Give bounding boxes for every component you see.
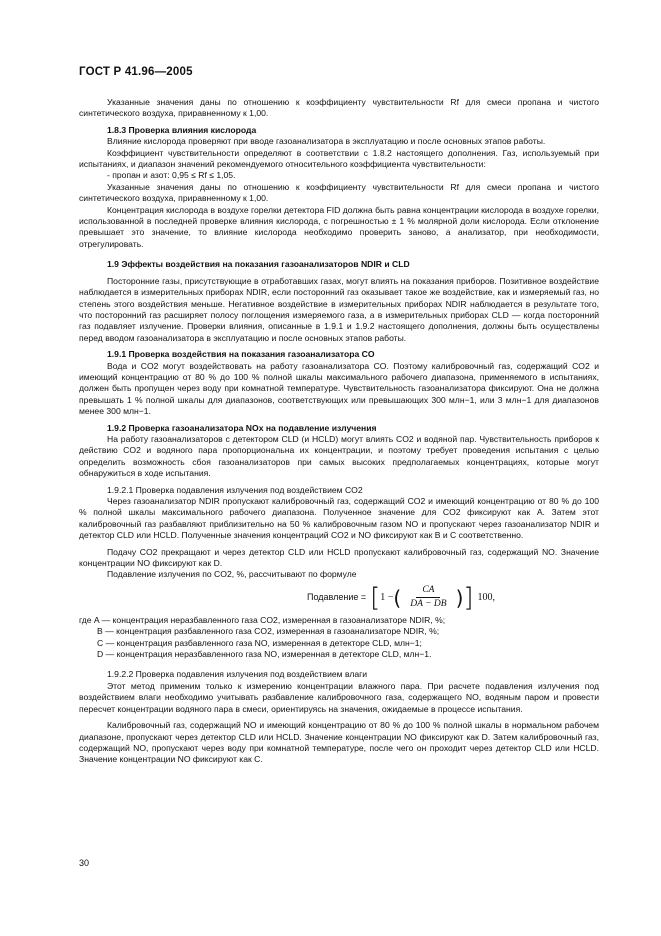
formula-paren-open: ( [393, 585, 402, 610]
definition-item: D — концентрация неразбавленного газа NO, измеренная в детекторе CLD, млн−1. [97, 649, 432, 660]
subsection-heading: 1.9.2.2 Проверка подавления излучения под воздействием влаги [107, 669, 368, 680]
suppression-formula [307, 582, 599, 613]
section-heading: 1.8.3 Проверка влияния кислорода [107, 124, 257, 135]
formula-numerator: CA [416, 585, 440, 598]
paragraph: Указанные значения даны по отношению к коэффициенту чувствительности Rf для смеси пропана и чистого синтетического воздуха, приравненному к 1,00. [79, 97, 599, 119]
paragraph: На работу газоанализаторов с детектором CLD (и HCLD) могут влиять CO2 и водяной пар. Чувствительность приборов к действию CO2 и водяного пара пропорциональна их концентрации, и поэтому требует проведения испытания с целью определить возможность сбоя газоанализаторов при самых высоких предполагаемых концентрациях, которые могут обнаружиться в ходе испытания. [79, 433, 599, 479]
definition-item: C — концентрация разбавленного газа NO, измеренная в детекторе CLD, млн−1; [97, 637, 422, 648]
page-number: 30 [79, 858, 90, 868]
section-heading: 1.9.1 Проверка воздействия на показания газоанализатора CO [107, 349, 375, 360]
paragraph: Этот метод применим только к измерению концентрации влажного пара. При расчете подавления излучения под воздействием влаги необходимо учитывать разбавление калибровочного газа, содержащего NO, водяным паром и провести пересчет концентрации водяного пара в смеси, ориентируясь на значения, ожидаемые в процессе испытания. [79, 680, 599, 714]
paragraph: Подачу CO2 прекращают и через детектор CLD или HCLD пропускают калибровочный газ, содержащий NO. Значение концентрации NO фиксируют как D. [79, 546, 599, 569]
formula-bracket-open: [ [370, 582, 381, 613]
formula-denominator: DA − DB [410, 599, 447, 610]
paragraph: Посторонние газы, присутствующие в отработавших газах, могут влиять на показания приборов. Позитивное воздействие наблюдается в измерительных приборах NDIR, если посторонний газ оказывает такое же воздействие, как и измеряемый газ, но степень этого воздействия меньше. Негативное воздействие в измерительных приборах NDIR наблюдается в результате того, что посторонний газ расширяет полосу поглощения измеряемого газа, а в измерительных приборах CLD — когда посторонний газ подавляет излучение. Проверки влияния, описанные в 1.9.1 и 1.9.2 настоящего дополнения, должны быть осуществлены перед вводом газоанализатора в эксплуатацию и после основных этапов работы. [79, 275, 599, 343]
document-body [79, 97, 599, 766]
section-heading: 1.9.2 Проверка газоанализатора NOx на подавление излучения [107, 422, 377, 433]
formula-fraction [404, 585, 452, 611]
definition-item: B — концентрация разбавленного газа CO2, измеренная в газоанализаторе NDIR, %; [97, 626, 440, 637]
formula-factor: 100, [477, 592, 496, 604]
definitions-list [79, 615, 599, 661]
formula-lhs: Подавление = [307, 592, 367, 603]
section-heading: 1.9 Эффекты воздействия на показания газоанализаторов NDIR и CLD [107, 259, 410, 270]
paragraph: Концентрация кислорода в воздухе горелки детектора FID должна быть равна концентрации кислорода в воздухе горелки, использованной в последней проверке влияния кислорода, с погрешностью ± 1 % молярной доли кислорода. Если отклонение превышает это значение, то влияние кислорода необходимо проверить заново, а анализатор, при необходимости, отрегулировать. [79, 204, 599, 249]
paragraph: Влияние кислорода проверяют при вводе газоанализатора в эксплуатацию и после основных этапов работы. [107, 136, 546, 147]
paragraph: Коэффициент чувствительности определяют в соответствии с 1.8.2 настоящего дополнения. Газ, используемый при испытаниях, и диапазон значений рекомендуемого относительного коэффициента чувствительности: [79, 147, 599, 170]
formula-paren-close: ) [455, 585, 464, 610]
definition-item: где A — концентрация неразбавленного газа CO2, измеренная в газоанализаторе NDIR, %; [79, 614, 446, 625]
paragraph: Через газоанализатор NDIR пропускают калибровочный газ, содержащий CO2 и имеющий концентрацию от 80 % до 100 % полной шкалы максимального рабочего диапазона. Полученное значение для CO2 фиксируют как A. Затем этот калибровочный газ разбавляют приблизительно на 50 % калибровочным газом NO и пропускают через газоанализатор NDIR и детектор CLD или HCLD. Полученные значения концентраций CO2 и NO фиксируют как B и C соответственно. [79, 496, 599, 541]
subsection-heading: 1.9.2.1 Проверка подавления излучения под воздействием CO2 [107, 484, 363, 495]
formula-bracket-close: ] [463, 582, 474, 613]
paragraph: Вода и CO2 могут воздействовать на работу газоанализатора CO. Поэтому калибровочный газ, содержащий CO2 и имеющий концентрацию от 80 % до 100 % полной шкалы максимального рабочего диапазона, применяемого в испытаниях, должен быть пропущен через воду при комнатной температуре. Чувствительность газоанализатора фиксируют. Она не должна превышать 1 % полной шкалы для диапазонов, соответствующих или превышающих 300 млн−1, или 3 млн−1 для диапазонов менее 300 млн−1. [79, 360, 599, 417]
paragraph: Указанные значения даны по отношению к коэффициенту чувствительности Rf для смеси пропана и чистого синтетического воздуха, приравненному к 1,00. [79, 181, 599, 204]
paragraph: Калибровочный газ, содержащий NO и имеющий концентрацию от 80 % до 100 % полной шкалы в нормальном рабочем диапазоне, пропускают через детектор CLD или HCLD. Значение концентрации NO фиксируют как D. Затем калибровочный газ, содержащий NO, пропускают через воду при комнатной температуре, после чего он проходит через детектор CLD или HCLD. Значение концентрации NO фиксируют как C. [79, 720, 599, 765]
formula-one-minus: 1 − [380, 592, 394, 604]
paragraph: - пропан и азот: 0,95 ≤ Rf ≤ 1,05. [107, 170, 236, 181]
document-header: ГОСТ Р 41.96—2005 [79, 66, 193, 78]
paragraph: Подавление излучения по CO2, %, рассчитывают по формуле [107, 569, 357, 580]
